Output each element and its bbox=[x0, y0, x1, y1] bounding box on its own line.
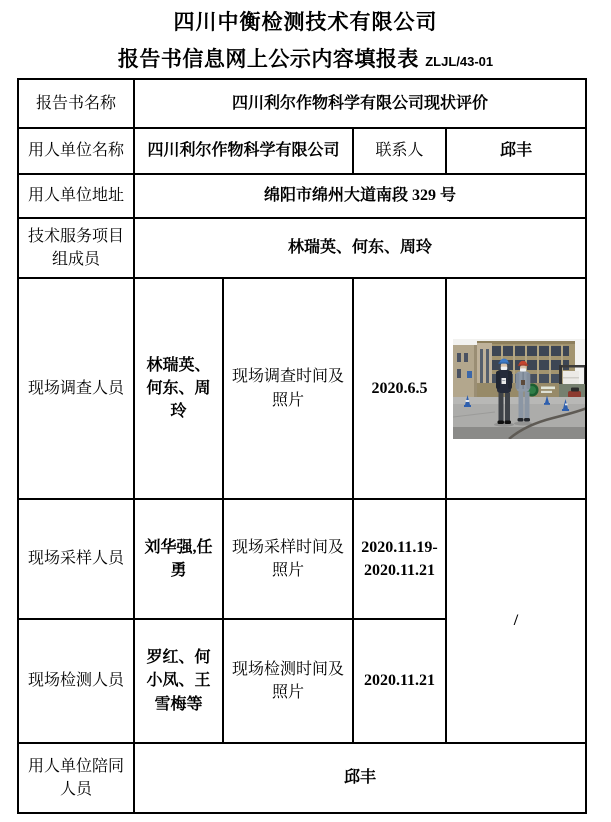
contact-name: 邱丰 bbox=[446, 128, 586, 174]
escort-label: 用人单位陪同人员 bbox=[18, 743, 134, 813]
form-title-text: 报告书信息网上公示内容填报表 bbox=[117, 48, 419, 71]
testing-label: 现场检测人员 bbox=[18, 619, 134, 743]
row-site-sampling bbox=[18, 499, 586, 619]
sampling-label: 现场采样人员 bbox=[18, 499, 134, 619]
testing-time-label: 现场检测时间及照片 bbox=[223, 619, 353, 743]
form-title bbox=[0, 43, 611, 73]
sampling-time-label: 现场采样时间及照片 bbox=[223, 499, 353, 619]
escort-value: 邱丰 bbox=[134, 743, 586, 813]
row-project-team bbox=[18, 218, 586, 278]
sampling-date: 2020.11.19-2020.11.21 bbox=[353, 499, 446, 619]
survey-time-label: 现场调查时间及照片 bbox=[223, 278, 353, 499]
employer-address-label: 用人单位地址 bbox=[18, 174, 134, 218]
row-employer-address bbox=[18, 174, 586, 218]
row-escort bbox=[18, 743, 586, 813]
project-team-label: 技术服务项目组成员 bbox=[18, 218, 134, 278]
testing-staff: 罗红、何小凤、王雪梅等 bbox=[134, 619, 223, 743]
form-code: ZLJL/43-01 bbox=[425, 54, 494, 69]
company-title: 四川中衡检测技术有限公司 bbox=[173, 11, 438, 34]
project-team-value: 林瑞英、何东、周玲 bbox=[134, 218, 586, 278]
employer-address-value: 绵阳市绵州大道南段 329 号 bbox=[134, 174, 586, 218]
report-form-table bbox=[17, 78, 587, 814]
employer-name-label: 用人单位名称 bbox=[18, 128, 134, 174]
row-report-name bbox=[18, 79, 586, 128]
survey-staff: 林瑞英、何东、周玲 bbox=[134, 278, 223, 499]
testing-date: 2020.11.21 bbox=[353, 619, 446, 743]
survey-photo-cell bbox=[446, 278, 586, 499]
report-name-value: 四川利尔作物科学有限公司现状评价 bbox=[134, 79, 586, 128]
row-employer-name bbox=[18, 128, 586, 174]
site-survey-photo bbox=[453, 339, 586, 439]
employer-name-value: 四川利尔作物科学有限公司 bbox=[134, 128, 353, 174]
sampling-testing-photo-placeholder: / bbox=[446, 499, 586, 743]
report-name-label: 报告书名称 bbox=[18, 79, 134, 128]
survey-date: 2020.6.5 bbox=[353, 278, 446, 499]
contact-label: 联系人 bbox=[353, 128, 446, 174]
survey-label: 现场调查人员 bbox=[18, 278, 134, 499]
row-site-survey bbox=[18, 278, 586, 499]
sampling-staff: 刘华强,任勇 bbox=[134, 499, 223, 619]
